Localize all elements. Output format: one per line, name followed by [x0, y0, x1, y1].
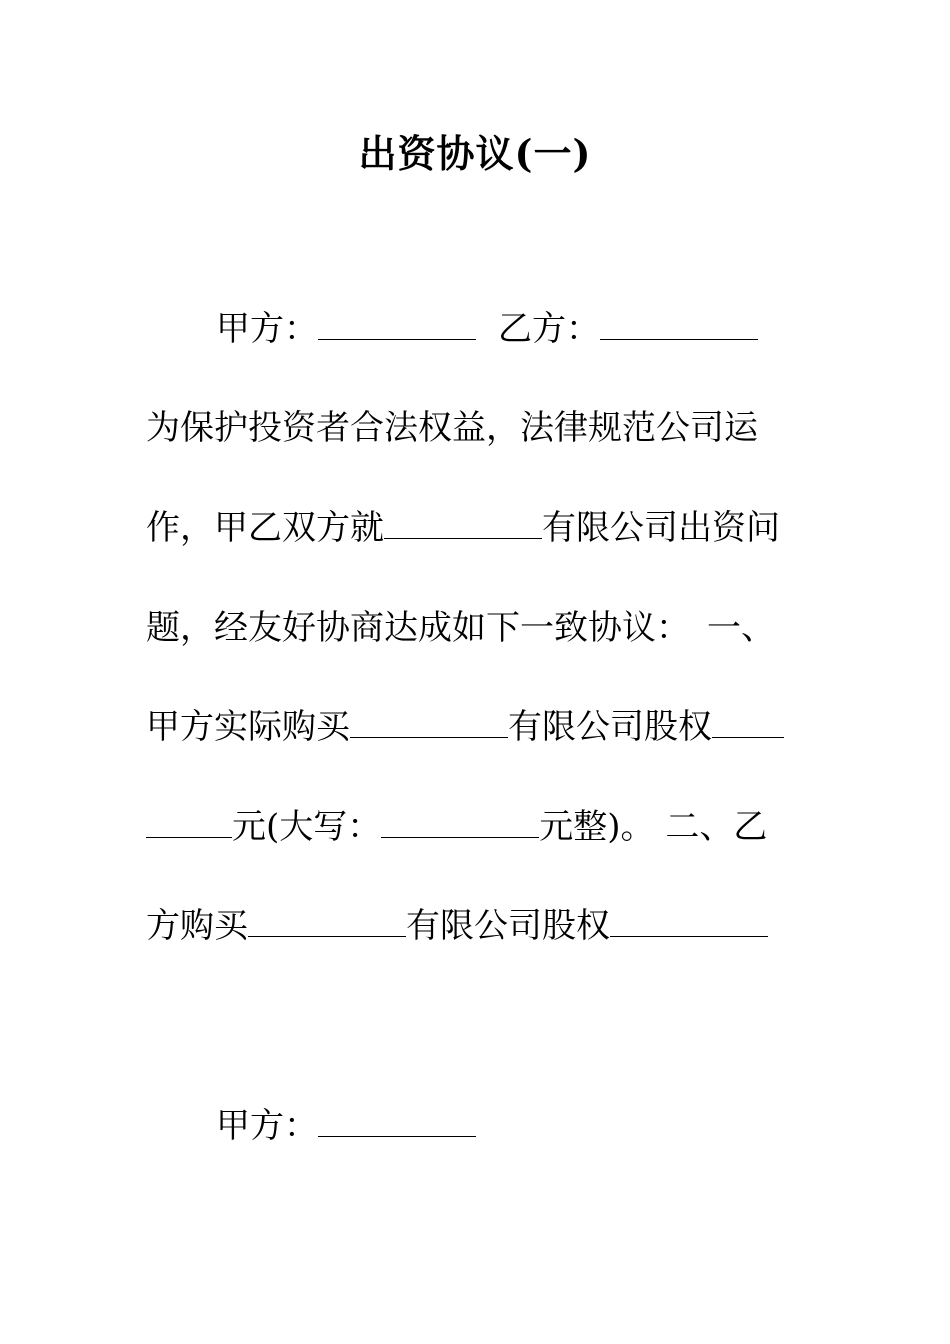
body-line-6	[146, 902, 768, 950]
body-line-1: 为保护投资者合法权益，法律规范公司运	[146, 408, 758, 448]
company-blank-3	[248, 906, 406, 937]
equity-amount-blank-b	[146, 807, 232, 838]
company-blank-1	[384, 508, 542, 539]
body-line-4-end: 有限公司股权	[508, 707, 712, 747]
party-b-label: 乙方：	[498, 309, 600, 349]
body-line-5-mid: 元(大写：	[232, 807, 382, 847]
body-line-2	[146, 504, 780, 552]
equity-amount-blank-2	[610, 906, 768, 937]
body-line-4-start: 甲方实际购买	[146, 707, 350, 747]
party-a-blank	[318, 309, 476, 340]
signature-blank	[318, 1106, 476, 1137]
party-a-label: 甲方：	[216, 309, 318, 349]
body-line-6-start: 方购买	[146, 906, 248, 946]
body-line-2-start: 作，甲乙双方就	[146, 508, 384, 548]
signature-label: 甲方：	[216, 1106, 318, 1146]
signature-line	[216, 1102, 476, 1150]
company-blank-2	[350, 707, 508, 738]
body-line-2-end: 有限公司出资问	[542, 508, 780, 548]
parties-line	[216, 305, 758, 353]
document-title: 出资协议(一)	[358, 131, 592, 176]
body-line-5-end: 元整)。 二、乙	[539, 807, 768, 847]
party-b-blank	[600, 309, 758, 340]
amount-uppercase-blank	[381, 807, 539, 838]
body-line-5	[146, 803, 767, 851]
body-line-4	[146, 703, 784, 751]
equity-amount-blank-a	[712, 707, 784, 738]
body-line-6-mid: 有限公司股权	[406, 906, 610, 946]
body-line-3: 题，经友好协商达成如下一致协议： 一、	[146, 608, 775, 648]
